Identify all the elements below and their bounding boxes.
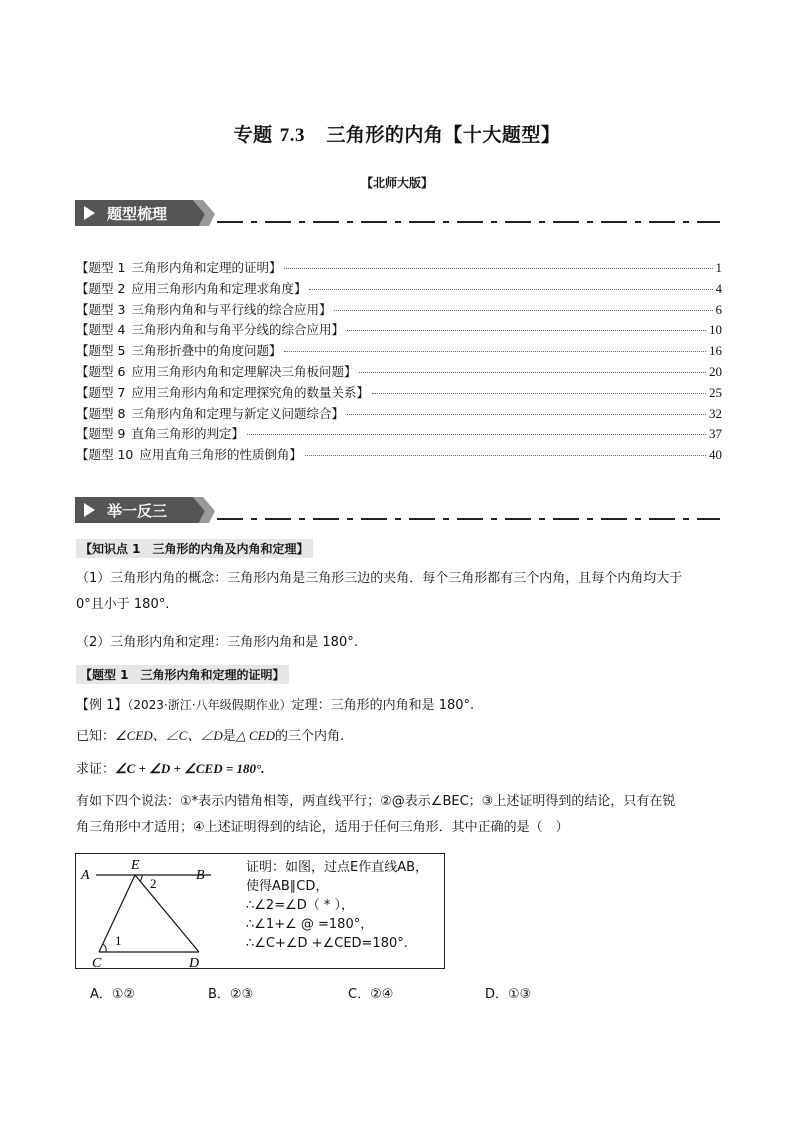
toc-page: 1 <box>715 260 722 275</box>
section-label-practice: 举一反三 <box>107 502 168 520</box>
toc-type: 【题型 4 <box>76 322 126 338</box>
toc-title: 应用三角形内角和定理求角度】 <box>131 280 307 296</box>
toc-page: 37 <box>709 426 722 442</box>
section-bar-toc <box>75 200 720 226</box>
toc-title: 应用三角形内角和定理解决三角板问题】 <box>131 363 357 379</box>
title-main: 三角形的内角【十大题型】 <box>326 124 561 146</box>
claims-line2: 角三角形中才适用；④上述证明得到的结论，适用于任何三角形．其中正确的是（ ） <box>76 820 569 835</box>
toc-page: 6 <box>715 301 722 317</box>
toc-row[interactable] <box>76 424 722 445</box>
proof-line: ∴∠C+∠D +∠CED=180°. <box>246 936 408 951</box>
claims-paragraph <box>76 789 726 841</box>
label-angle-2: 2 <box>150 876 157 891</box>
toc-title: 直角三角形的判定】 <box>131 426 244 442</box>
given-mid: 是 <box>222 729 236 744</box>
title-prefix: 专题 <box>233 124 273 146</box>
proof-text <box>246 858 428 953</box>
section-bar-practice <box>75 497 720 523</box>
toc-row[interactable] <box>76 383 722 404</box>
angle-2-arc <box>140 875 142 881</box>
toc-page: 10 <box>709 322 722 338</box>
toc-title: 三角形内角和与平行线的综合应用】 <box>131 301 332 317</box>
toc-leader <box>334 310 712 311</box>
knowledge-p1-line1: （1）三角形内角的概念：三角形内角是三角形三边的夹角．每个三角形都有三个内角，且每个内角均大于 <box>76 571 683 586</box>
toc-page: 40 <box>709 447 722 463</box>
toc-type: 【题型 6 <box>76 363 126 379</box>
type1-heading: 【题型 1 三角形内角和定理的证明】 <box>76 665 289 684</box>
answer-options <box>90 983 730 1003</box>
prove-prefix: 求证： <box>76 762 116 777</box>
option-letter: B． <box>208 987 230 1002</box>
label-c: C <box>92 956 102 968</box>
prove-expression: ∠C + ∠D + ∠CED = 180°. <box>115 761 265 776</box>
toc-row[interactable] <box>76 341 722 362</box>
toc-leader <box>284 351 706 352</box>
section-bar-graphic <box>75 200 720 226</box>
toc-page: 16 <box>709 343 722 359</box>
table-of-contents <box>76 258 722 466</box>
toc-leader <box>372 393 706 394</box>
proof-line: 证明：如图，过点E作直线AB， <box>246 860 429 875</box>
option-b[interactable] <box>208 983 253 1002</box>
label-b: B <box>196 868 205 883</box>
figure-box <box>75 853 445 969</box>
toc-row[interactable] <box>76 445 722 466</box>
label-e: E <box>131 858 140 873</box>
toc-title: 三角形内角和定理与新定义问题综合】 <box>131 405 344 421</box>
example-source: （2023·浙江·八年级假期作业） <box>127 698 292 712</box>
option-letter: D． <box>485 987 509 1002</box>
claims-line1: 有如下四个说法：①*表示内错角相等，两直线平行；②@表示∠BEC；③上述证明得到的结论，只有在锐 <box>76 794 676 809</box>
example-label: 【例 1】 <box>76 698 128 713</box>
side-ed <box>135 875 199 952</box>
toc-row[interactable] <box>76 258 722 279</box>
given-prefix: 已知： <box>76 729 116 744</box>
toc-row[interactable] <box>76 362 722 383</box>
toc-page: 4 <box>715 280 722 296</box>
toc-leader <box>347 330 706 331</box>
title-number: 7.3 <box>279 125 305 146</box>
given-triangle: △ CED <box>235 728 275 743</box>
toc-leader <box>284 268 712 269</box>
edition-label: 【北师大版】 <box>360 176 433 190</box>
section-bar-graphic <box>75 497 720 523</box>
proof-line: ∴∠2=∠D（ * ）， <box>246 898 355 913</box>
prove-line <box>76 756 726 783</box>
toc-type: 【题型 2 <box>76 280 126 296</box>
knowledge-heading: 【知识点 1 三角形的内角及内角和定理】 <box>76 539 313 558</box>
given-angles: ∠CED、∠C、∠D <box>115 728 223 743</box>
toc-type: 【题型 10 <box>76 447 134 463</box>
toc-leader <box>347 414 706 415</box>
toc-type: 【题型 5 <box>76 343 126 359</box>
toc-title: 应用直角三角形的性质倒角】 <box>139 447 302 463</box>
proof-line: ∴∠1+∠ @ =180°， <box>246 917 374 932</box>
option-text: ①② <box>111 987 136 1002</box>
page-title <box>0 120 794 147</box>
label-d: D <box>189 956 200 968</box>
option-c[interactable] <box>348 983 393 1002</box>
toc-type: 【题型 8 <box>76 405 126 421</box>
option-text: ②④ <box>370 987 394 1002</box>
toc-page: 32 <box>709 405 722 421</box>
option-d[interactable] <box>485 983 531 1002</box>
toc-row[interactable] <box>76 279 722 300</box>
toc-type: 【题型 7 <box>76 384 126 400</box>
option-text: ②③ <box>229 987 254 1002</box>
section-label-toc: 题型梳理 <box>107 205 168 223</box>
option-text: ①③ <box>508 987 532 1002</box>
example-line <box>76 692 726 719</box>
example-statement: 定理：三角形的内角和是 180°. <box>291 698 475 713</box>
toc-leader <box>309 289 712 290</box>
toc-page: 25 <box>709 384 722 400</box>
toc-type: 【题型 9 <box>76 426 126 442</box>
toc-title: 应用三角形内角和定理探究角的数量关系】 <box>131 384 369 400</box>
toc-page: 20 <box>709 363 722 379</box>
toc-title: 三角形内角和与角平分线的综合应用】 <box>131 322 344 338</box>
triangle-diagram <box>76 854 244 968</box>
given-line <box>76 723 726 750</box>
toc-leader <box>305 455 706 456</box>
toc-row[interactable] <box>76 300 722 321</box>
toc-title: 三角形折叠中的角度问题】 <box>131 343 282 359</box>
toc-type: 【题型 3 <box>76 301 126 317</box>
option-letter: A． <box>90 987 112 1002</box>
knowledge-paragraph-1 <box>76 566 726 618</box>
angle-1-arc <box>103 944 106 952</box>
toc-leader <box>359 372 706 373</box>
knowledge-paragraph-2: （2）三角形内角和定理：三角形内角和是 180°. <box>76 635 358 650</box>
toc-title: 三角形内角和定理的证明】 <box>131 260 282 275</box>
option-a[interactable] <box>90 983 135 1002</box>
toc-row[interactable] <box>76 404 722 425</box>
toc-row[interactable] <box>76 320 722 341</box>
label-a: A <box>81 868 90 883</box>
toc-type: 【题型 1 <box>76 260 126 275</box>
given-suffix: 的三个内角. <box>275 729 345 744</box>
option-letter: C． <box>348 987 371 1002</box>
toc-leader <box>247 434 706 435</box>
knowledge-p1-line2: 0°且小于 180°. <box>76 597 170 612</box>
label-angle-1: 1 <box>115 933 122 948</box>
proof-line: 使得AB∥CD， <box>246 879 329 894</box>
